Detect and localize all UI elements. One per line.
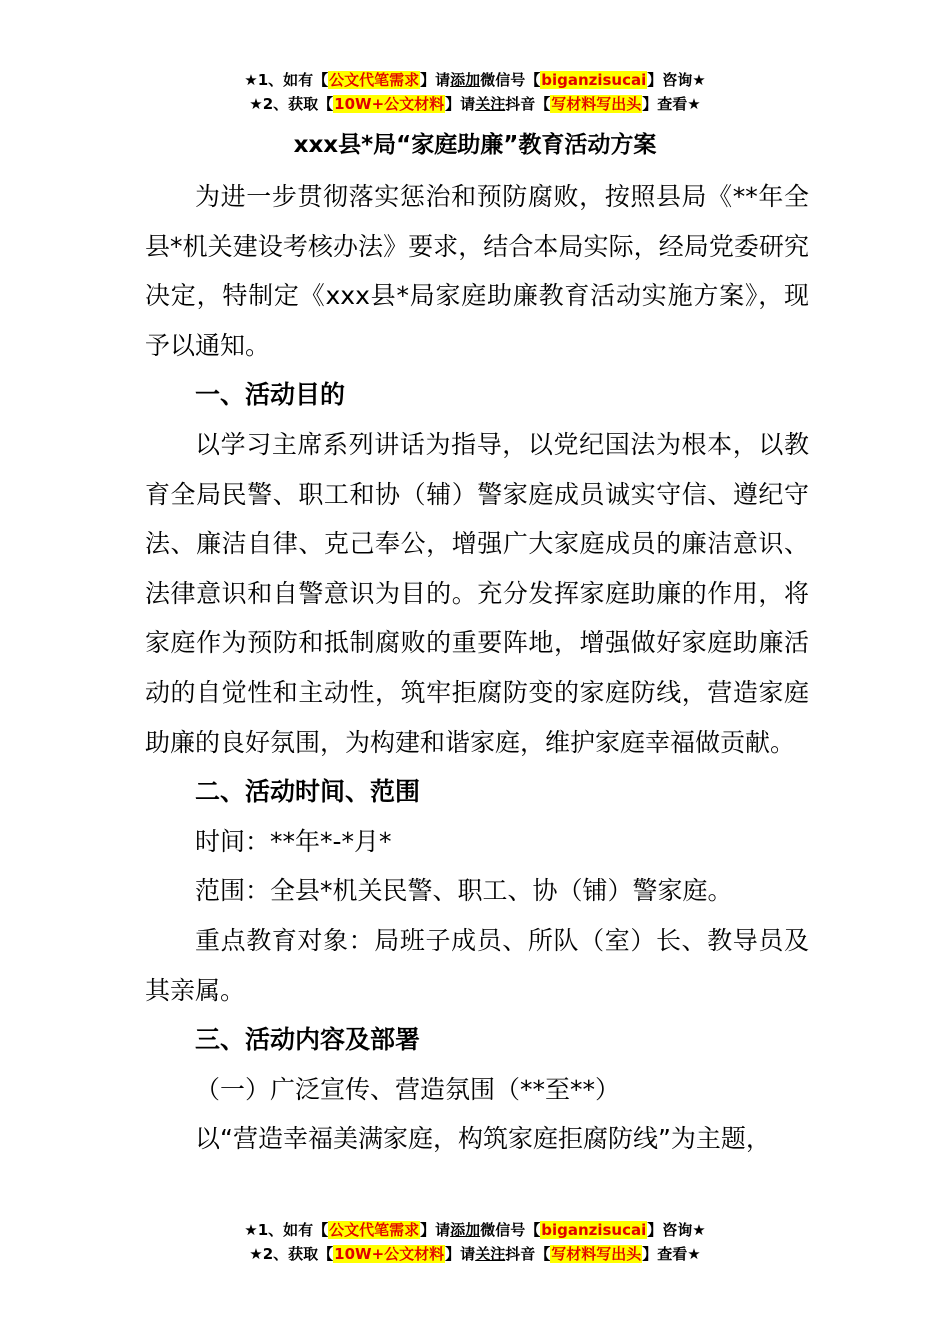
banner-line-1	[0, 68, 950, 92]
star-icon: ★	[692, 1221, 706, 1239]
star-icon: ★	[244, 71, 258, 89]
banner-text: 1、如有【	[257, 1221, 329, 1239]
top-banner	[0, 68, 950, 116]
banner-text: 】咨询	[647, 1221, 693, 1239]
banner-underlined: 添加	[450, 1221, 481, 1239]
banner-text: 】请	[445, 1245, 476, 1263]
banner-text: 】请	[420, 71, 451, 89]
body-paragraph: 以学习主席系列讲话为指导，以党纪国法为根本，以教育全局民警、职工和协（辅）警家庭成员诚实守信、遵纪守法、廉洁自律、克己奉公，增强广大家庭成员的廉洁意识、法律意识和自警意识为目的。充分发挥家庭助廉的作用，将家庭作为预防和抵制腐败的重要阵地，增强做好家庭助廉活动的自觉性和主动性，筑牢拒腐防变的家庭防线，营造家庭助廉的良好氛围，为构建和谐家庭，维护家庭幸福做贡献。	[145, 429, 809, 757]
body-paragraph: 时间：**年*-*月*	[195, 826, 392, 856]
banner-highlight: 写材料写出头	[551, 95, 642, 113]
banner-text: 】查看	[642, 1245, 688, 1263]
banner-underlined: 关注	[475, 1245, 506, 1263]
star-icon: ★	[692, 71, 706, 89]
banner-text: 2、获取【	[262, 95, 334, 113]
body-paragraph: 以“营造幸福美满家庭，构筑家庭拒腐防线”为主题，	[195, 1124, 771, 1154]
section-heading: 三、活动内容及部署	[195, 1025, 421, 1055]
banner-text: 抖音【	[505, 1245, 551, 1263]
banner-underlined: 关注	[475, 95, 506, 113]
banner-text: 1、如有【	[257, 71, 329, 89]
banner-highlight: biganzisucai	[541, 1221, 647, 1239]
banner-text: 微信号【	[480, 71, 541, 89]
section-heading: 一、活动目的	[195, 380, 346, 410]
banner-highlight: 公文代笔需求	[329, 1221, 420, 1239]
banner-highlight: 公文代笔需求	[329, 71, 420, 89]
banner-text: 】查看	[642, 95, 688, 113]
banner-line-2	[0, 92, 950, 116]
banner-text: 】咨询	[647, 71, 693, 89]
body-paragraph: 重点教育对象：局班子成员、所队（室）长、教导员及其亲属。	[145, 925, 809, 1005]
bottom-banner	[0, 1218, 950, 1266]
star-icon: ★	[249, 1245, 263, 1263]
banner-text: 】请	[420, 1221, 451, 1239]
banner-text: 抖音【	[505, 95, 551, 113]
banner-highlight: 写材料写出头	[551, 1245, 642, 1263]
star-icon: ★	[687, 1245, 701, 1263]
banner-highlight: 10W+公文材料	[334, 95, 445, 113]
banner-line-2	[0, 1242, 950, 1266]
banner-text: 微信号【	[480, 1221, 541, 1239]
body-paragraph: 为进一步贯彻落实惩治和预防腐败，按照县局《**年全县*机关建设考核办法》要求，结合本局实际，经局党委研究决定，特制定《xxx县*局家庭助廉教育活动实施方案》，现予以通知。	[145, 182, 809, 360]
body-paragraph: （一）广泛宣传、营造氛围（**至**）	[195, 1074, 621, 1104]
banner-line-1	[0, 1218, 950, 1242]
banner-underlined: 添加	[450, 71, 481, 89]
document-body	[145, 172, 809, 1164]
banner-text: 2、获取【	[262, 1245, 334, 1263]
body-paragraph: 范围：全县*机关民警、职工、协（铺）警家庭。	[195, 876, 733, 906]
document-title: xxx县*局“家庭助廉”教育活动方案	[293, 132, 657, 158]
star-icon: ★	[244, 1221, 258, 1239]
section-heading: 二、活动时间、范围	[195, 777, 421, 807]
banner-text: 】请	[445, 95, 476, 113]
star-icon: ★	[249, 95, 263, 113]
banner-highlight: 10W+公文材料	[334, 1245, 445, 1263]
banner-highlight: biganzisucai	[541, 71, 647, 89]
star-icon: ★	[687, 95, 701, 113]
